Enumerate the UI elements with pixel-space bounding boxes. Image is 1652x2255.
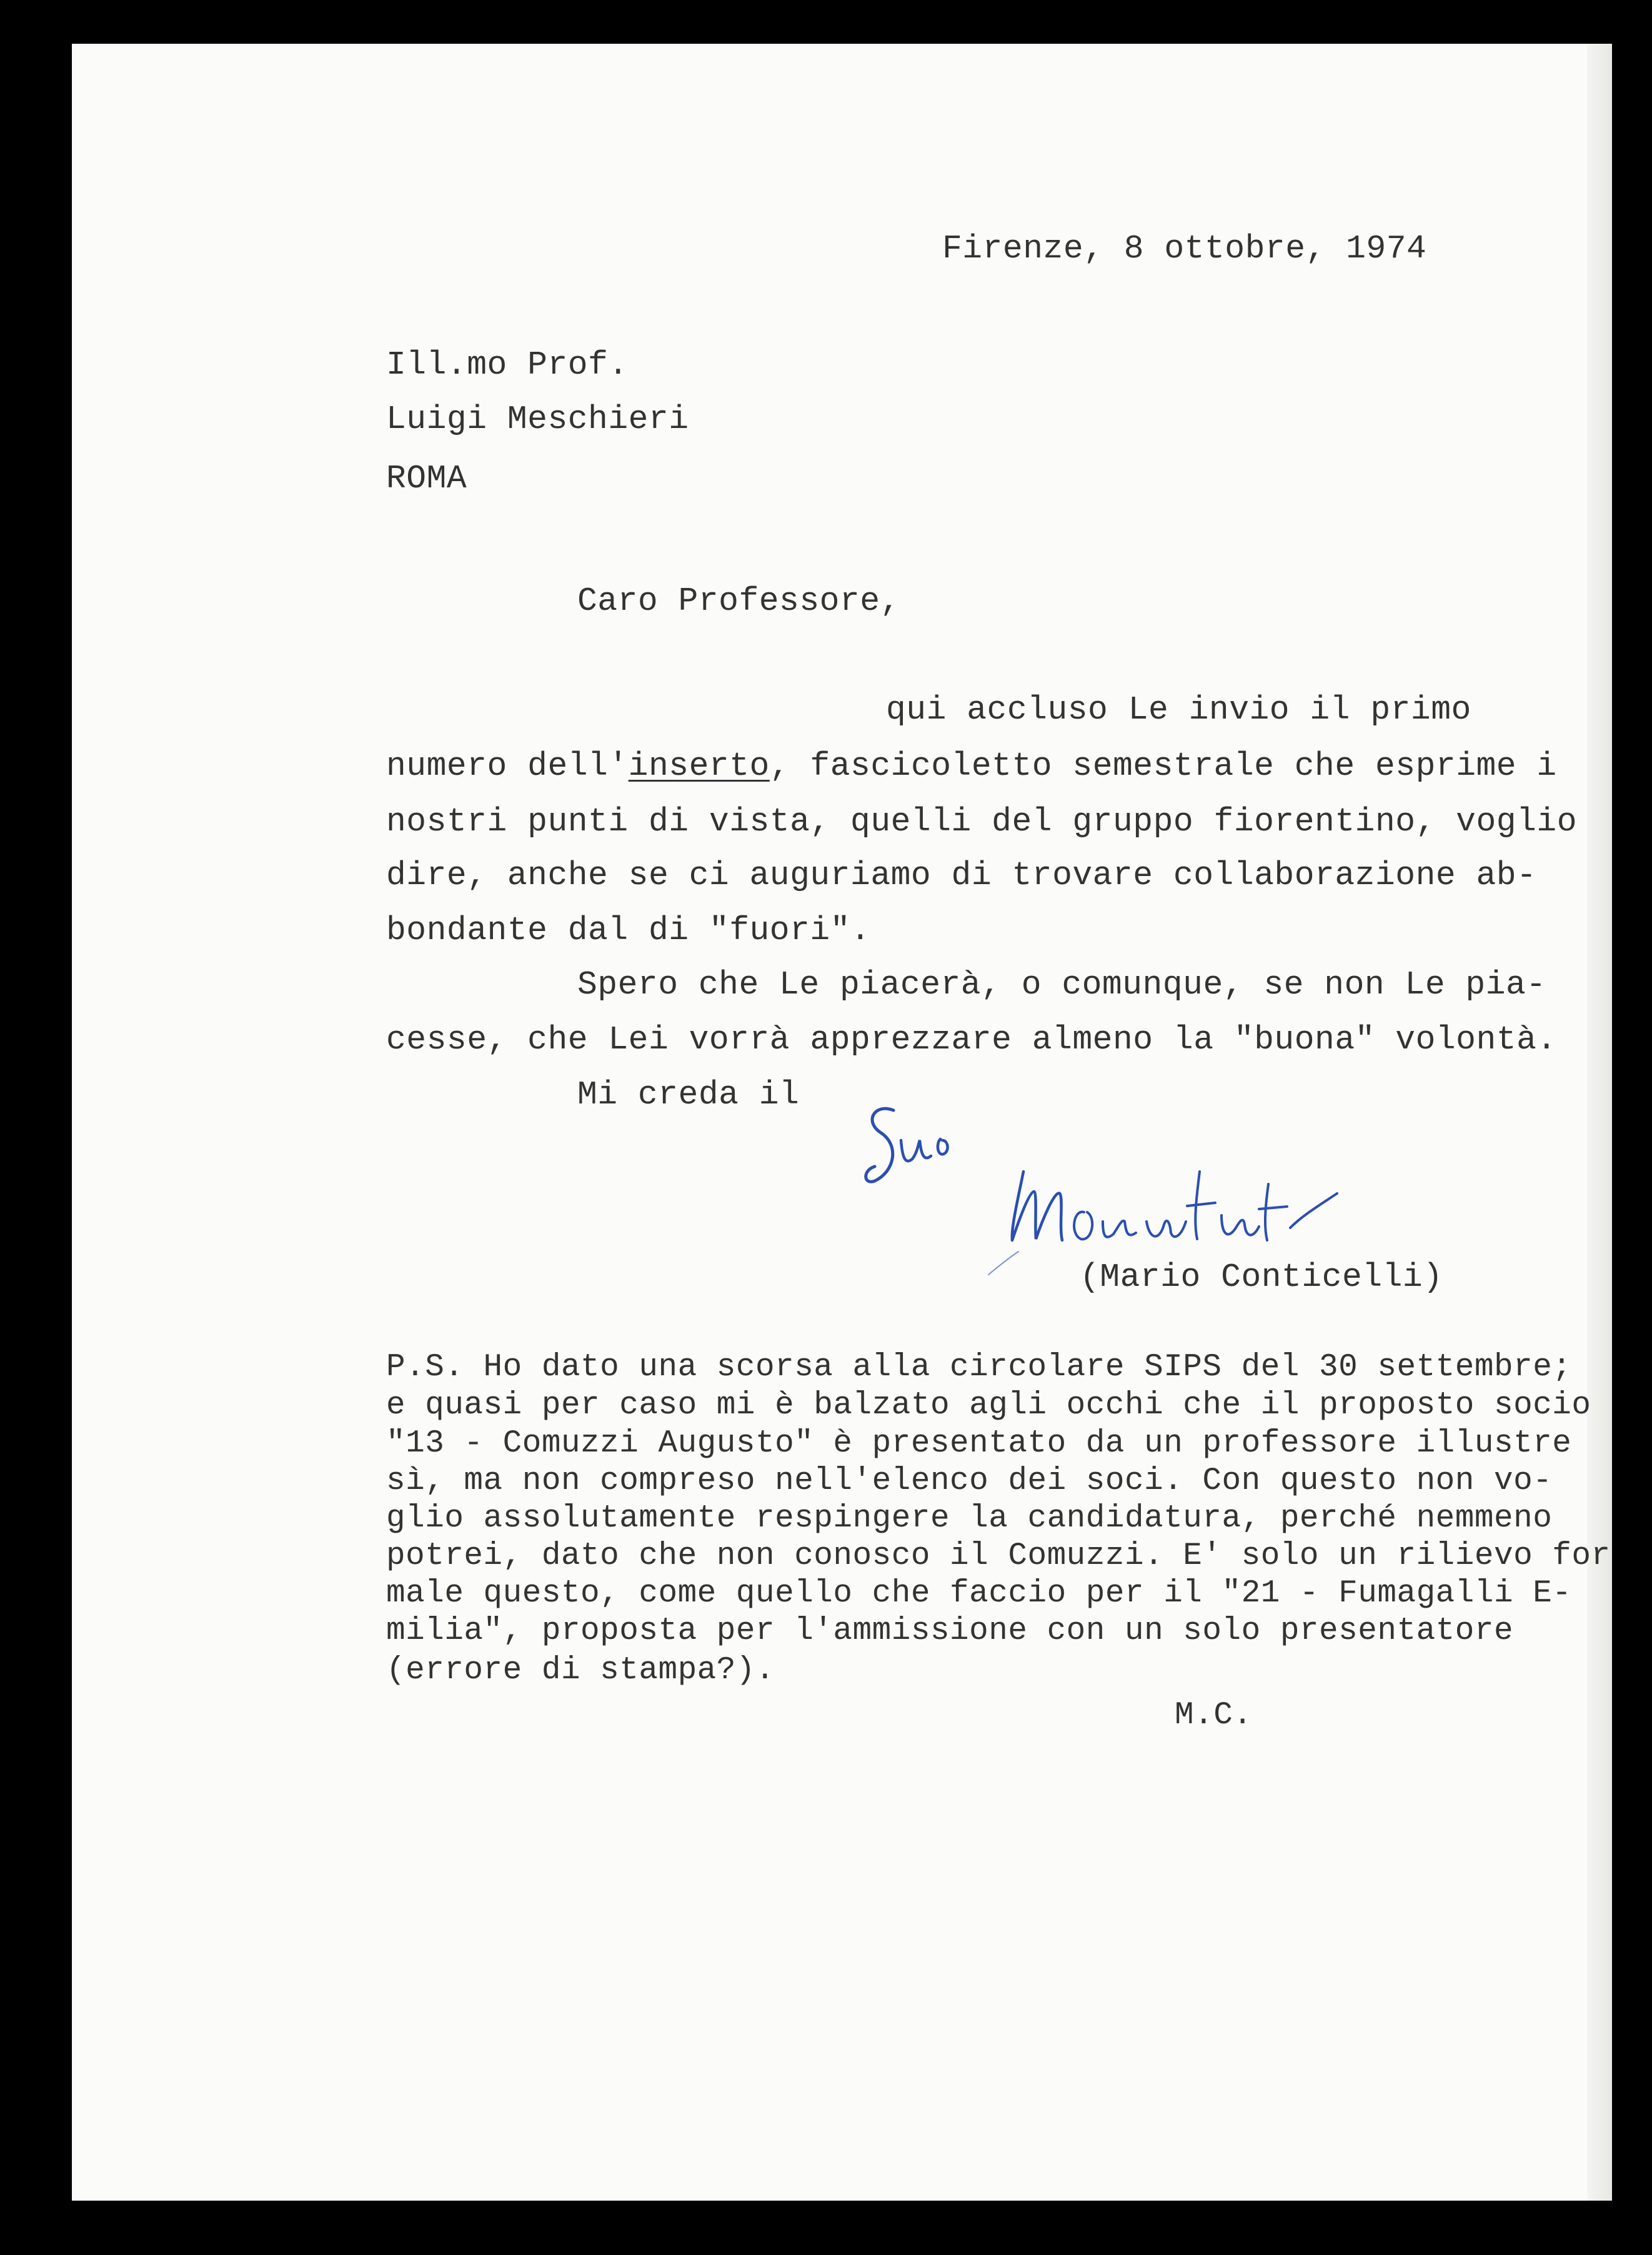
ps-initials: M.C. bbox=[1175, 1698, 1253, 1733]
closing-line: Mi creda il bbox=[577, 1076, 800, 1113]
ps-line-8: milia", proposta per l'ammissione con un solo presentatore bbox=[386, 1613, 1514, 1649]
recipient-name: Luigi Meschieri bbox=[386, 401, 689, 438]
ps-line-7: male questo, come quello che faccio per il "21 - Fumagalli E- bbox=[386, 1576, 1572, 1611]
ps-line-9: (errore di stampa?). bbox=[386, 1653, 775, 1688]
letter-sheet bbox=[72, 44, 1609, 2201]
body-line-7: cesse, che Lei vorrà apprezzare almeno la "buona" volontà. bbox=[386, 1021, 1557, 1058]
recipient-city: ROMA bbox=[386, 460, 467, 497]
ps-line-1: P.S. Ho dato una scorsa alla circolare SIPS del 30 settembre; bbox=[386, 1350, 1572, 1385]
ps-line-2: e quasi per caso mi è balzato agli occhi che il proposto socio bbox=[386, 1388, 1591, 1423]
body-text: numero dell' bbox=[386, 747, 629, 785]
ps-line-5: glio assolutamente respingere la candidatura, perché nemmeno bbox=[386, 1501, 1553, 1536]
body-text: , fascicoletto semestrale che esprime i bbox=[769, 747, 1557, 785]
ps-line-6: potrei, dato che non conosco il Comuzzi. E' solo un rilievo for bbox=[386, 1538, 1611, 1574]
body-line-5: bondante dal di "fuori". bbox=[386, 912, 871, 949]
body-line-3: nostri punti di vista, quelli del gruppo fiorentino, voglio bbox=[386, 803, 1578, 840]
body-line-1: qui accluso Le invio il primo bbox=[886, 691, 1471, 729]
salutation: Caro Professore, bbox=[577, 582, 900, 620]
body-line-6: Spero che Le piacerà, o comunque, se non Le pia- bbox=[577, 966, 1546, 1003]
paper-edge-shadow bbox=[1587, 44, 1612, 2201]
date-line: Firenze, 8 ottobre, 1974 bbox=[942, 230, 1427, 267]
body-line-2 bbox=[386, 747, 1557, 785]
recipient-title: Ill.mo Prof. bbox=[386, 346, 629, 384]
ps-line-4: sì, ma non compreso nell'elenco dei soci. Con questo non vo- bbox=[386, 1463, 1553, 1499]
ps-line-3: "13 - Comuzzi Augusto" è presentato da un professore illustre bbox=[386, 1426, 1572, 1461]
underlined-word: inserto bbox=[628, 747, 770, 785]
typed-name: (Mario Conticelli) bbox=[1080, 1258, 1443, 1296]
body-line-4: dire, anche se ci auguriamo di trovare collaborazione ab- bbox=[386, 857, 1537, 894]
